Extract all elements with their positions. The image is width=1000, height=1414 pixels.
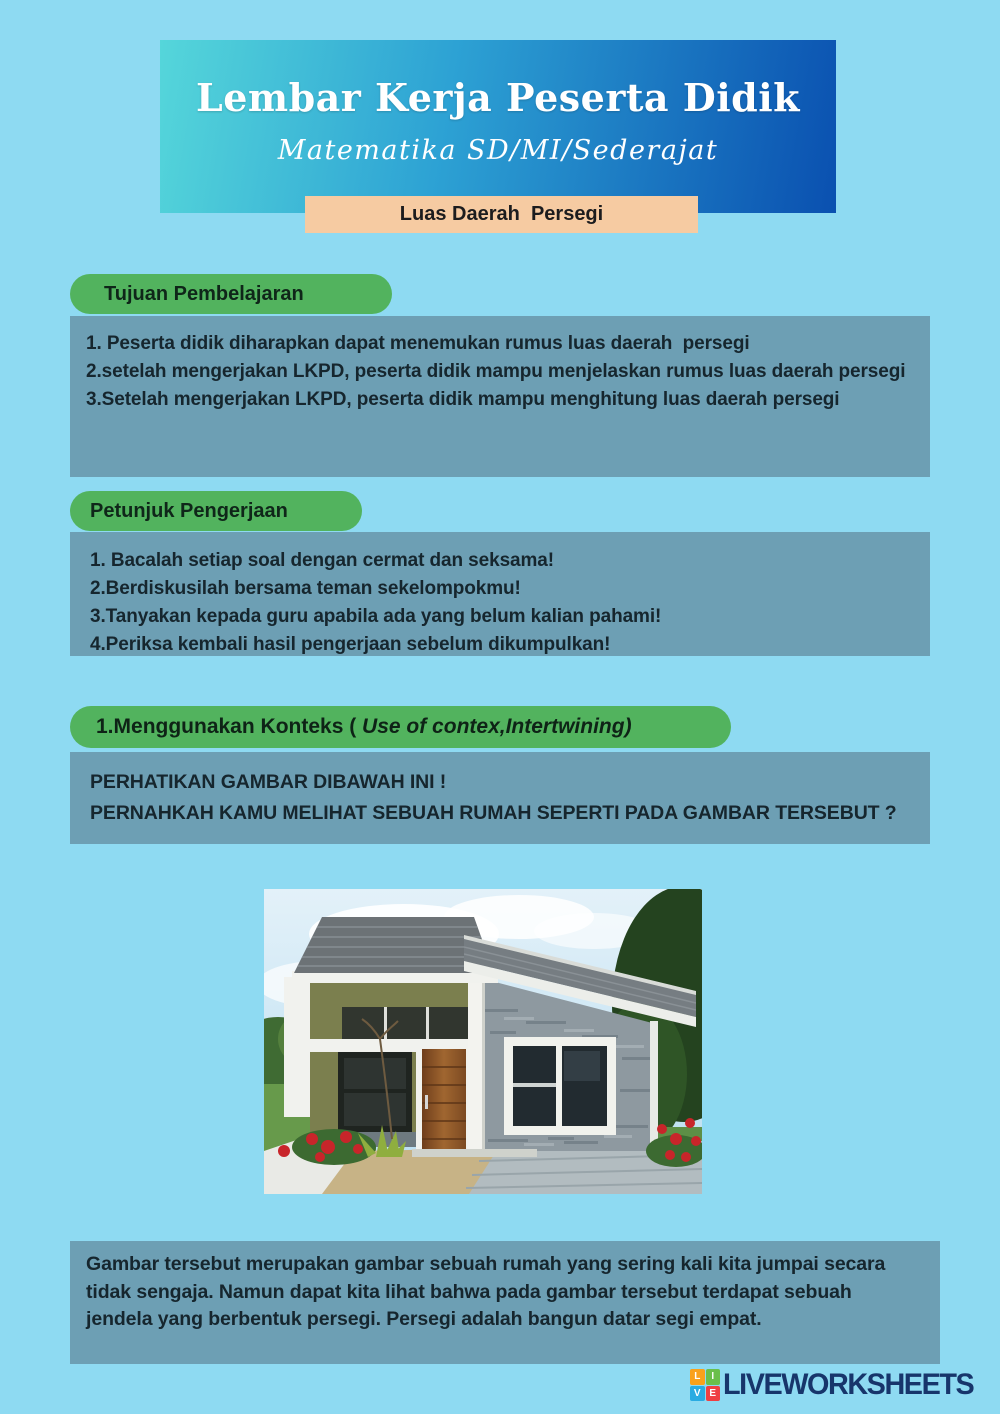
section-heading-konteks bbox=[70, 706, 731, 748]
grid-letter-I: I bbox=[706, 1369, 721, 1385]
list-item: 1. Peserta didik diharapkan dapat menemukan rumus luas daerah persegi bbox=[86, 333, 750, 354]
explanation-text: Gambar tersebut merupakan gambar sebuah rumah yang sering kali kita jumpai secara tidak sengaja. Namun dapat kita lihat bahwa pada gambar tersebut terdapat sebuah jendela yang berbentuk persegi. Persegi adalah bangun datar segi empat. bbox=[86, 1253, 891, 1330]
house-photo-illustration bbox=[264, 889, 702, 1194]
petunjuk-list bbox=[90, 547, 906, 659]
list-item: 2. setelah mengerjakan LKPD, peserta didik mampu menjelaskan rumus luas daerah persegi bbox=[86, 361, 906, 382]
grid-letter-E: E bbox=[706, 1386, 721, 1402]
section-heading-petunjuk: Petunjuk Pengerjaan bbox=[70, 491, 362, 531]
prompt-box bbox=[70, 752, 930, 844]
grid-letter-L: L bbox=[690, 1369, 705, 1385]
konteks-text: Menggunakan Konteks ( bbox=[113, 715, 363, 738]
tujuan-box bbox=[70, 316, 930, 477]
list-item: 2. Berdiskusilah bersama teman sekelompokmu! bbox=[90, 578, 521, 599]
prompt-line-2: PERNAHKAH KAMU MELIHAT SEBUAH RUMAH SEPERTI PADA GAMBAR TERSEBUT ? bbox=[90, 802, 897, 824]
worksheet-title: Lembar Kerja Peserta Didik bbox=[196, 75, 800, 120]
house-photo bbox=[264, 889, 702, 1194]
prompt-line-1: PERHATIKAN GAMBAR DIBAWAH INI ! bbox=[90, 771, 447, 793]
petunjuk-box bbox=[70, 532, 930, 656]
explanation-box bbox=[70, 1241, 940, 1364]
tujuan-list bbox=[86, 330, 906, 414]
konteks-number: 1. bbox=[96, 715, 114, 738]
topic-label: Luas Daerah Persegi bbox=[305, 196, 698, 233]
footer-brand[interactable] bbox=[690, 1368, 984, 1402]
list-item: 3. Setelah mengerjakan LKPD, peserta didik mampu menghitung luas daerah persegi bbox=[86, 389, 840, 410]
list-item: 4. Periksa kembali hasil pengerjaan sebelum dikumpulkan! bbox=[90, 634, 611, 655]
header-banner bbox=[160, 40, 836, 213]
konteks-italic-text: Use of contex,Intertwining) bbox=[362, 715, 632, 738]
worksheet-subtitle: Matematika SD/MI/Sederajat bbox=[277, 135, 719, 166]
list-item: 1. Bacalah setiap soal dengan cermat dan seksama! bbox=[90, 550, 554, 571]
grid-letter-V: V bbox=[690, 1386, 705, 1402]
brand-name: LIVEWORKSHEETS bbox=[723, 1368, 974, 1401]
list-item: 3. Tanyakan kepada guru apabila ada yang belum kalian pahami! bbox=[90, 606, 662, 627]
section-heading-tujuan: Tujuan Pembelajaran bbox=[70, 274, 392, 314]
liveworksheets-grid-icon bbox=[690, 1369, 720, 1401]
